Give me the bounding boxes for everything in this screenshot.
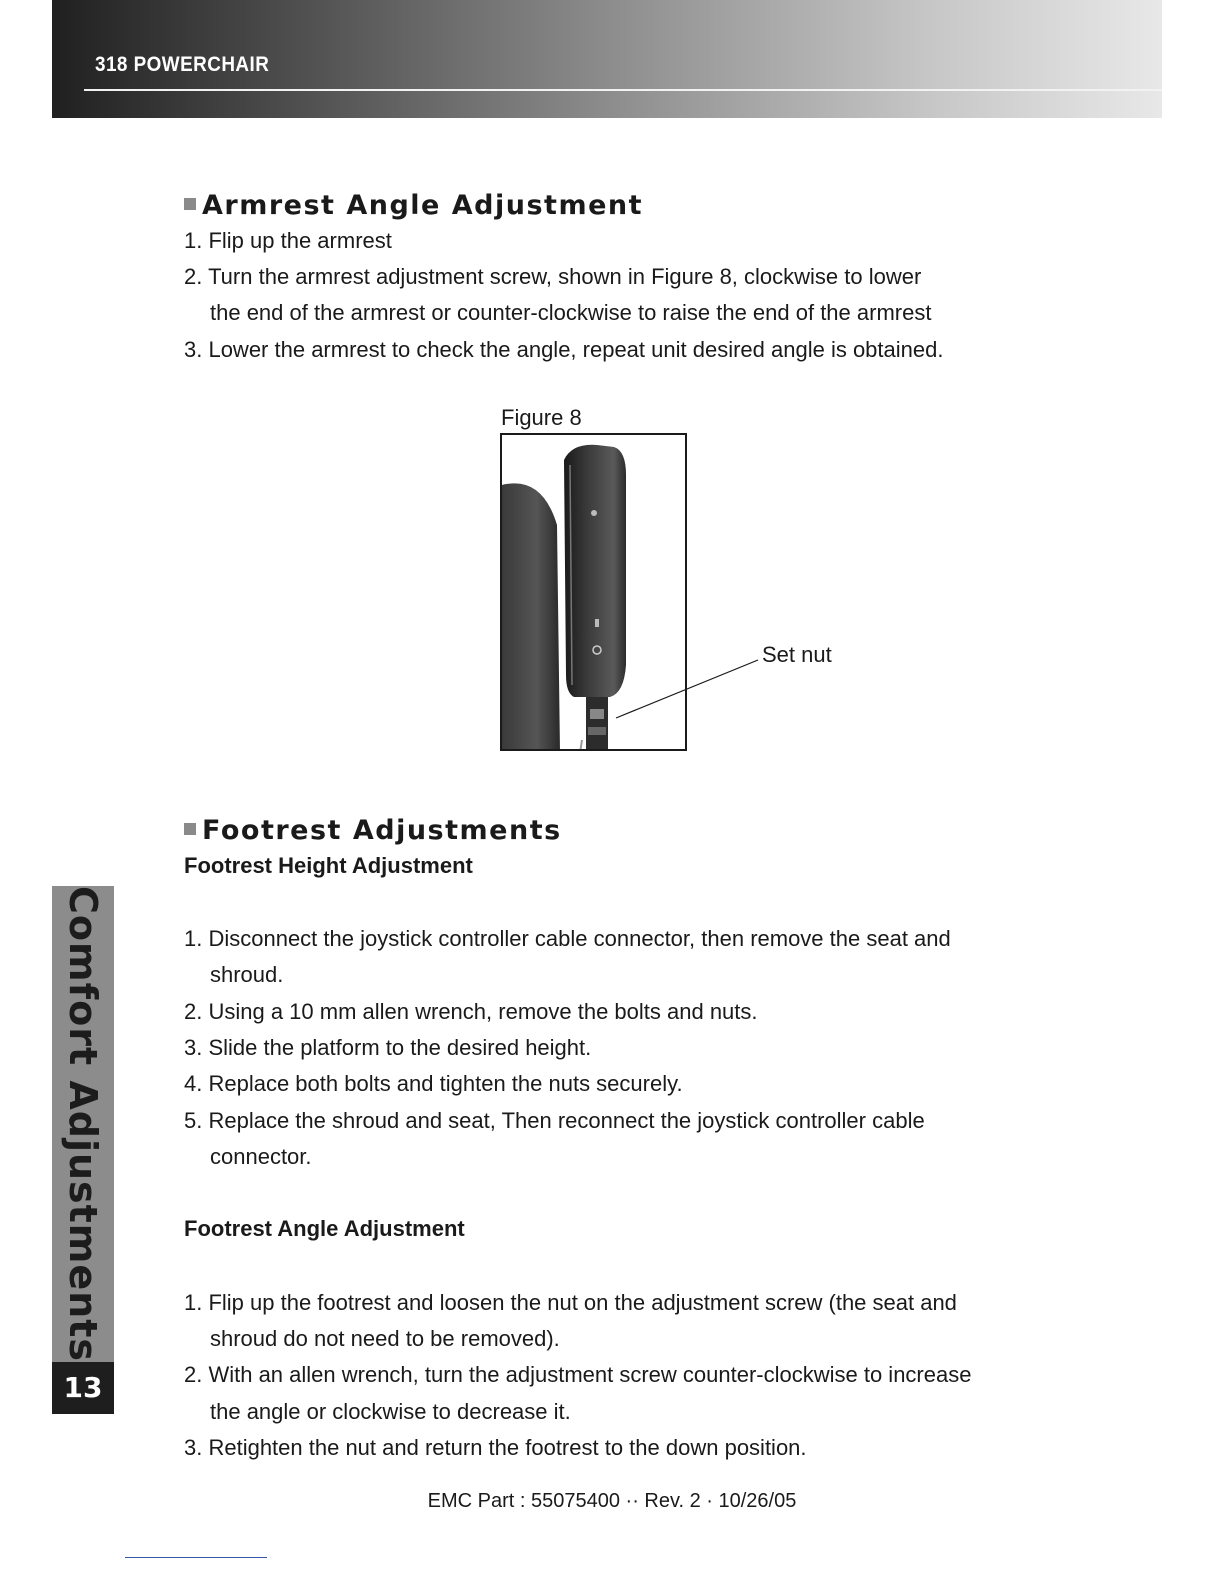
side-tab-label: Comfort Adjustments (61, 885, 105, 1363)
set-nut-label: Set nut (762, 642, 832, 667)
angle-step-3: 3. Retighten the nut and return the footrest to the down position. (184, 1435, 807, 1460)
height-step-4: 4. Replace both bolts and tighten the nuts securely. (184, 1071, 683, 1096)
height-step-5: 5. Replace the shroud and seat, Then reconnect the joystick controller cable (184, 1108, 925, 1133)
armrest-step-1: 1. Flip up the armrest (184, 228, 392, 253)
angle-step-1-cont: shroud do not need to be removed). (210, 1326, 560, 1351)
footrest-height-title: Footrest Height Adjustment (184, 853, 473, 878)
angle-step-1: 1. Flip up the footrest and loosen the nut on the adjustment screw (the seat and (184, 1290, 957, 1315)
height-step-5-cont: connector. (210, 1144, 312, 1169)
figure-caption: Figure 8 (501, 405, 582, 430)
square-bullet-icon (184, 823, 196, 835)
footrest-heading (184, 815, 562, 846)
header-rule (84, 89, 1162, 91)
header-title: 318 POWERCHAIR (95, 53, 270, 76)
armrest-heading-text: Armrest Angle Adjustment (202, 190, 644, 221)
armrest-step-2-cont: the end of the armrest or counter-clockwise to raise the end of the armrest (210, 300, 932, 325)
page-number: 13 (52, 1362, 114, 1414)
footrest-heading-text: Footrest Adjustments (202, 815, 562, 846)
armrest-heading (184, 190, 643, 221)
footrest-angle-title: Footrest Angle Adjustment (184, 1216, 465, 1241)
height-step-1: 1. Disconnect the joystick controller cable connector, then remove the seat and (184, 926, 951, 951)
set-nut-callout-line (600, 650, 770, 730)
height-step-3: 3. Slide the platform to the desired height. (184, 1035, 592, 1060)
armrest-step-3: 3. Lower the armrest to check the angle, repeat unit desired angle is obtained. (184, 337, 944, 362)
square-bullet-icon (184, 198, 196, 210)
angle-step-2-cont: the angle or clockwise to decrease it. (210, 1399, 571, 1424)
height-step-1-cont: shroud. (210, 962, 284, 987)
armrest-step-2: 2. Turn the armrest adjustment screw, shown in Figure 8, clockwise to lower (184, 264, 922, 289)
footer-part-number: EMC Part : 55075400 ·· Rev. 2 · 10/26/05 (427, 1490, 797, 1512)
height-step-2: 2. Using a 10 mm allen wrench, remove the bolts and nuts. (184, 999, 758, 1024)
angle-step-2: 2. With an allen wrench, turn the adjustment screw counter-clockwise to increase (184, 1362, 972, 1387)
footer-rule (125, 1557, 267, 1558)
